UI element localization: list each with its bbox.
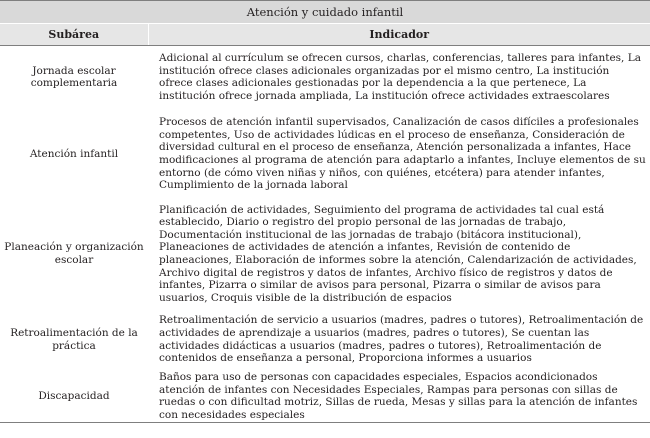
- subarea-cell: Planeación y organización escolar: [4, 241, 144, 266]
- column-header-subarea: Subárea: [0, 24, 148, 46]
- indicator-cell: Baños para uso de personas con capacidades especiales, Espacios acondicionados atención de infantes con Necesidades Especiales, Rampas para personas con sillas de ruedas o con dificultad motriz, Sillas de rueda, Mesas y sillas para la atención de infantes con necesidades especiales: [148, 371, 650, 423]
- column-header-indicador: Indicador: [148, 24, 650, 46]
- indicator-cell: Adicional al currículum se ofrecen cursos, charlas, conferencias, talleres para infantes, La institución ofrece clases adicionales organizadas por el mismo centro, La institución ofrece clases adicionales gestionadas por la dependencia a la que pertenece, La institución ofrece jornada ampliada, La institución ofrece actividades extraescolares: [159, 52, 641, 102]
- table-title-row: [0, 1, 650, 24]
- table-row: [0, 371, 650, 423]
- table-header-row: [0, 24, 650, 46]
- table-row: [0, 46, 650, 109]
- subarea-cell: Jornada escolar complementaria: [30, 64, 118, 90]
- table-row: [0, 309, 650, 371]
- table-row: [0, 109, 650, 200]
- subarea-cell: Discapacidad: [0, 371, 148, 423]
- subarea-cell: Atención infantil: [29, 147, 119, 160]
- indicator-cell: Procesos de atención infantil supervisados, Canalización de casos difíciles a profesionales competentes, Uso de actividades lúdicas en el proceso de enseñanza, Consideración de diversidad cultural en el proceso de enseñanza, Atención personalizada a infantes, Hace modificaciones al programa de atención para adaptarlo a infantes, Incluye elementos de su entorno (de cómo viven niñas y niños, con quiénes, etcétera) para atender infantes, Cumplimiento de la jornada laboral: [159, 116, 646, 192]
- table-title: Atención y cuidado infantil: [0, 1, 650, 24]
- indicator-cell: Planificación de actividades, Seguimiento del programa de actividades tal cual está establecido, Diario o registro del propio personal de las jornadas de trabajo, Documentación institucional de las jornadas de trabajo (bitácora institucional), Planeaciones de actividades de atención a infantes, Revisión de contenido de planeaciones, Elaboración de informes sobre la atención, Calendarización de actividades, Archivo digital de registros y datos de infantes, Archivo físico de registros y datos de infantes, Pizarra o similar de avisos para personal, Pizarra o similar de avisos para usuarios, Croquis visible de la distribución de espacios: [159, 203, 637, 304]
- subarea-cell: Retroalimentación de la práctica: [10, 326, 138, 352]
- table-row: [0, 200, 650, 309]
- indicator-cell: Retroalimentación de servicio a usuarios (madres, padres o tutores), Retroalimentación de actividades de aprendizaje a usuarios (madres, padres o tutores), Se cuentan las actividades didácticas a usuarios (madres, padres o tutores), Retroalimentación de contenidos de enseñanza a personal, Proporciona informes a usuarios: [159, 314, 644, 365]
